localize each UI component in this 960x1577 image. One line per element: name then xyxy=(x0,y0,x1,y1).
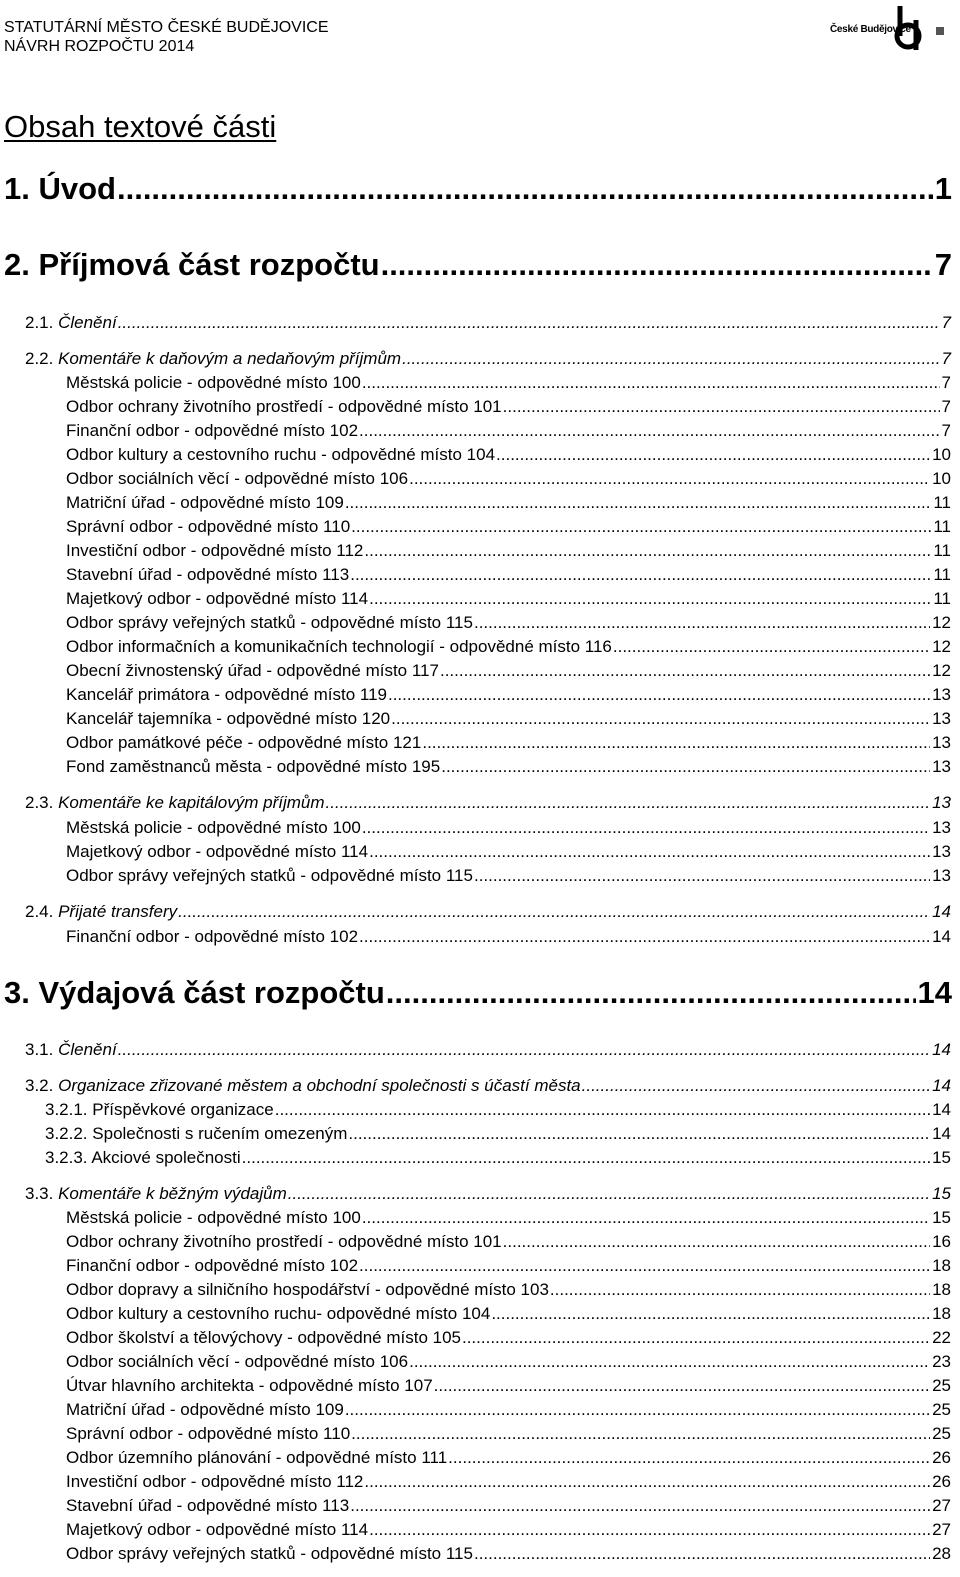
city-logo xyxy=(828,2,948,54)
toc-entry[interactable]: Investiční odbor - odpovědné místo 112 ..... 26 xyxy=(66,1472,951,1492)
toc-entry[interactable]: Odbor ochrany životního prostředí - odpovědné místo 101 ..... 7 xyxy=(66,397,951,417)
toc-entry[interactable]: Majetkový odbor - odpovědné místo 114 ..... 11 xyxy=(66,589,951,609)
toc-entry[interactable]: Stavební úřad - odpovědné místo 113 ..... 27 xyxy=(66,1496,951,1516)
document-header xyxy=(4,18,329,56)
toc-entry[interactable]: Odbor kultury a cestovního ruchu- odpovědné místo 104 ..... 18 xyxy=(66,1304,951,1324)
toc-entry[interactable]: Finanční odbor - odpovědné místo 102 ..... 7 xyxy=(66,421,951,441)
toc-entry[interactable]: Matriční úřad - odpovědné místo 109 ..... 11 xyxy=(66,493,951,513)
toc-entry[interactable]: Odbor sociálních věcí - odpovědné místo 106 ..... 10 xyxy=(66,469,951,489)
toc-entry[interactable]: 3.2.3. Akciové společnosti ..... 15 xyxy=(45,1148,951,1168)
toc-entry[interactable]: Městská policie - odpovědné místo 100 ..... 15 xyxy=(66,1208,951,1228)
toc-entry[interactable]: 3.2.1. Příspěvkové organizace ..... 14 xyxy=(45,1100,951,1120)
toc-entry[interactable]: Správní odbor - odpovědné místo 110 ..... 25 xyxy=(66,1424,951,1444)
toc-entry[interactable]: 2.3. Komentáře ke kapitálovým příjmům ..... 13 xyxy=(25,793,951,813)
toc-entry[interactable]: Městská policie - odpovědné místo 100 ..... 13 xyxy=(66,818,951,838)
toc-entry[interactable]: Kancelář primátora - odpovědné místo 119 ..... 13 xyxy=(66,685,951,705)
toc-entry[interactable]: 3.3. Komentáře k běžným výdajům ..... 15 xyxy=(25,1184,951,1204)
toc-entry[interactable]: 3.2. Organizace zřizované městem a obchodní společnosti s účastí města ..... 14 xyxy=(25,1076,951,1096)
header-city: STATUTÁRNÍ MĚSTO ČESKÉ BUDĚJOVICE xyxy=(4,19,329,36)
toc-entry[interactable]: Odbor ochrany životního prostředí - odpovědné místo 101 ..... 16 xyxy=(66,1232,951,1252)
toc-entry[interactable]: Matriční úřad - odpovědné místo 109 ..... 25 xyxy=(66,1400,951,1420)
toc-entry[interactable]: Městská policie - odpovědné místo 100 ..... 7 xyxy=(66,373,951,393)
toc-entry[interactable]: 2.4. Přijaté transfery ..... 14 xyxy=(25,902,951,922)
toc-entry[interactable]: 3. Výdajová část rozpočtu ..... 14 xyxy=(4,975,952,1011)
toc-entry[interactable]: Odbor kultury a cestovního ruchu - odpovědné místo 104 ..... 10 xyxy=(66,445,951,465)
logo-square-icon xyxy=(936,27,944,35)
toc-title: Obsah textové části xyxy=(4,109,277,144)
header-budget: NÁVRH ROZPOČTU 2014 xyxy=(4,38,195,55)
toc-entry[interactable]: Útvar hlavního architekta - odpovědné místo 107 ..... 25 xyxy=(66,1376,951,1396)
toc-entry[interactable]: Odbor územního plánování - odpovědné místo 111 ..... 26 xyxy=(66,1448,951,1468)
toc-entry[interactable]: Obecní živnostenský úřad - odpovědné místo 117 ..... 12 xyxy=(66,661,951,681)
toc-entry[interactable]: 2.2. Komentáře k daňovým a nedaňovým příjmům ..... 7 xyxy=(25,349,951,369)
toc-entry[interactable]: Majetkový odbor - odpovědné místo 114 ..... 27 xyxy=(66,1520,951,1540)
toc-entry[interactable]: Odbor správy veřejných statků - odpovědné místo 115 ..... 28 xyxy=(66,1544,951,1564)
toc-entry[interactable]: Finanční odbor - odpovědné místo 102 ..... 18 xyxy=(66,1256,951,1276)
toc-entry[interactable]: 3.2.2. Společnosti s ručením omezeným ..... 14 xyxy=(45,1124,951,1144)
toc-entry[interactable]: Odbor informačních a komunikačních technologií - odpovědné místo 116 ..... 12 xyxy=(66,637,951,657)
toc-entry[interactable]: Majetkový odbor - odpovědné místo 114 ..... 13 xyxy=(66,842,951,862)
toc-entry[interactable]: Odbor sociálních věcí - odpovědné místo 106 ..... 23 xyxy=(66,1352,951,1372)
toc-entry[interactable]: Stavební úřad - odpovědné místo 113 ..... 11 xyxy=(66,565,951,585)
toc-entry[interactable]: Investiční odbor - odpovědné místo 112 ..... 11 xyxy=(66,541,951,561)
toc-entry[interactable]: Odbor dopravy a silničního hospodářství - odpovědné místo 103 ..... 18 xyxy=(66,1280,951,1300)
toc-entry[interactable]: Odbor památkové péče - odpovědné místo 121 ..... 13 xyxy=(66,733,951,753)
toc-entry[interactable]: 3.1. Členění ..... 14 xyxy=(25,1040,951,1060)
toc-entry[interactable]: 1. Úvod ..... 1 xyxy=(4,171,952,207)
toc-entry[interactable]: 2.1. Členění ..... 7 xyxy=(25,313,951,333)
toc-entry[interactable]: Kancelář tajemníka - odpovědné místo 120 ..... 13 xyxy=(66,709,951,729)
toc-entry[interactable]: Odbor správy veřejných statků - odpovědné místo 115 ..... 13 xyxy=(66,866,951,886)
toc-entry[interactable]: Finanční odbor - odpovědné místo 102 ..... 14 xyxy=(66,927,951,947)
toc-entry[interactable]: 2. Příjmová část rozpočtu ..... 7 xyxy=(4,247,952,283)
toc-entry[interactable]: Správní odbor - odpovědné místo 110 ..... 11 xyxy=(66,517,951,537)
toc-entry[interactable]: Odbor školství a tělovýchovy - odpovědné místo 105 ..... 22 xyxy=(66,1328,951,1348)
toc-entry[interactable]: Fond zaměstnanců města - odpovědné místo 195 ..... 13 xyxy=(66,757,951,777)
logo-cb-icon xyxy=(886,2,934,54)
logo-text: České Budějovice xyxy=(830,24,911,35)
toc-entry[interactable]: Odbor správy veřejných statků - odpovědné místo 115 ..... 12 xyxy=(66,613,951,633)
